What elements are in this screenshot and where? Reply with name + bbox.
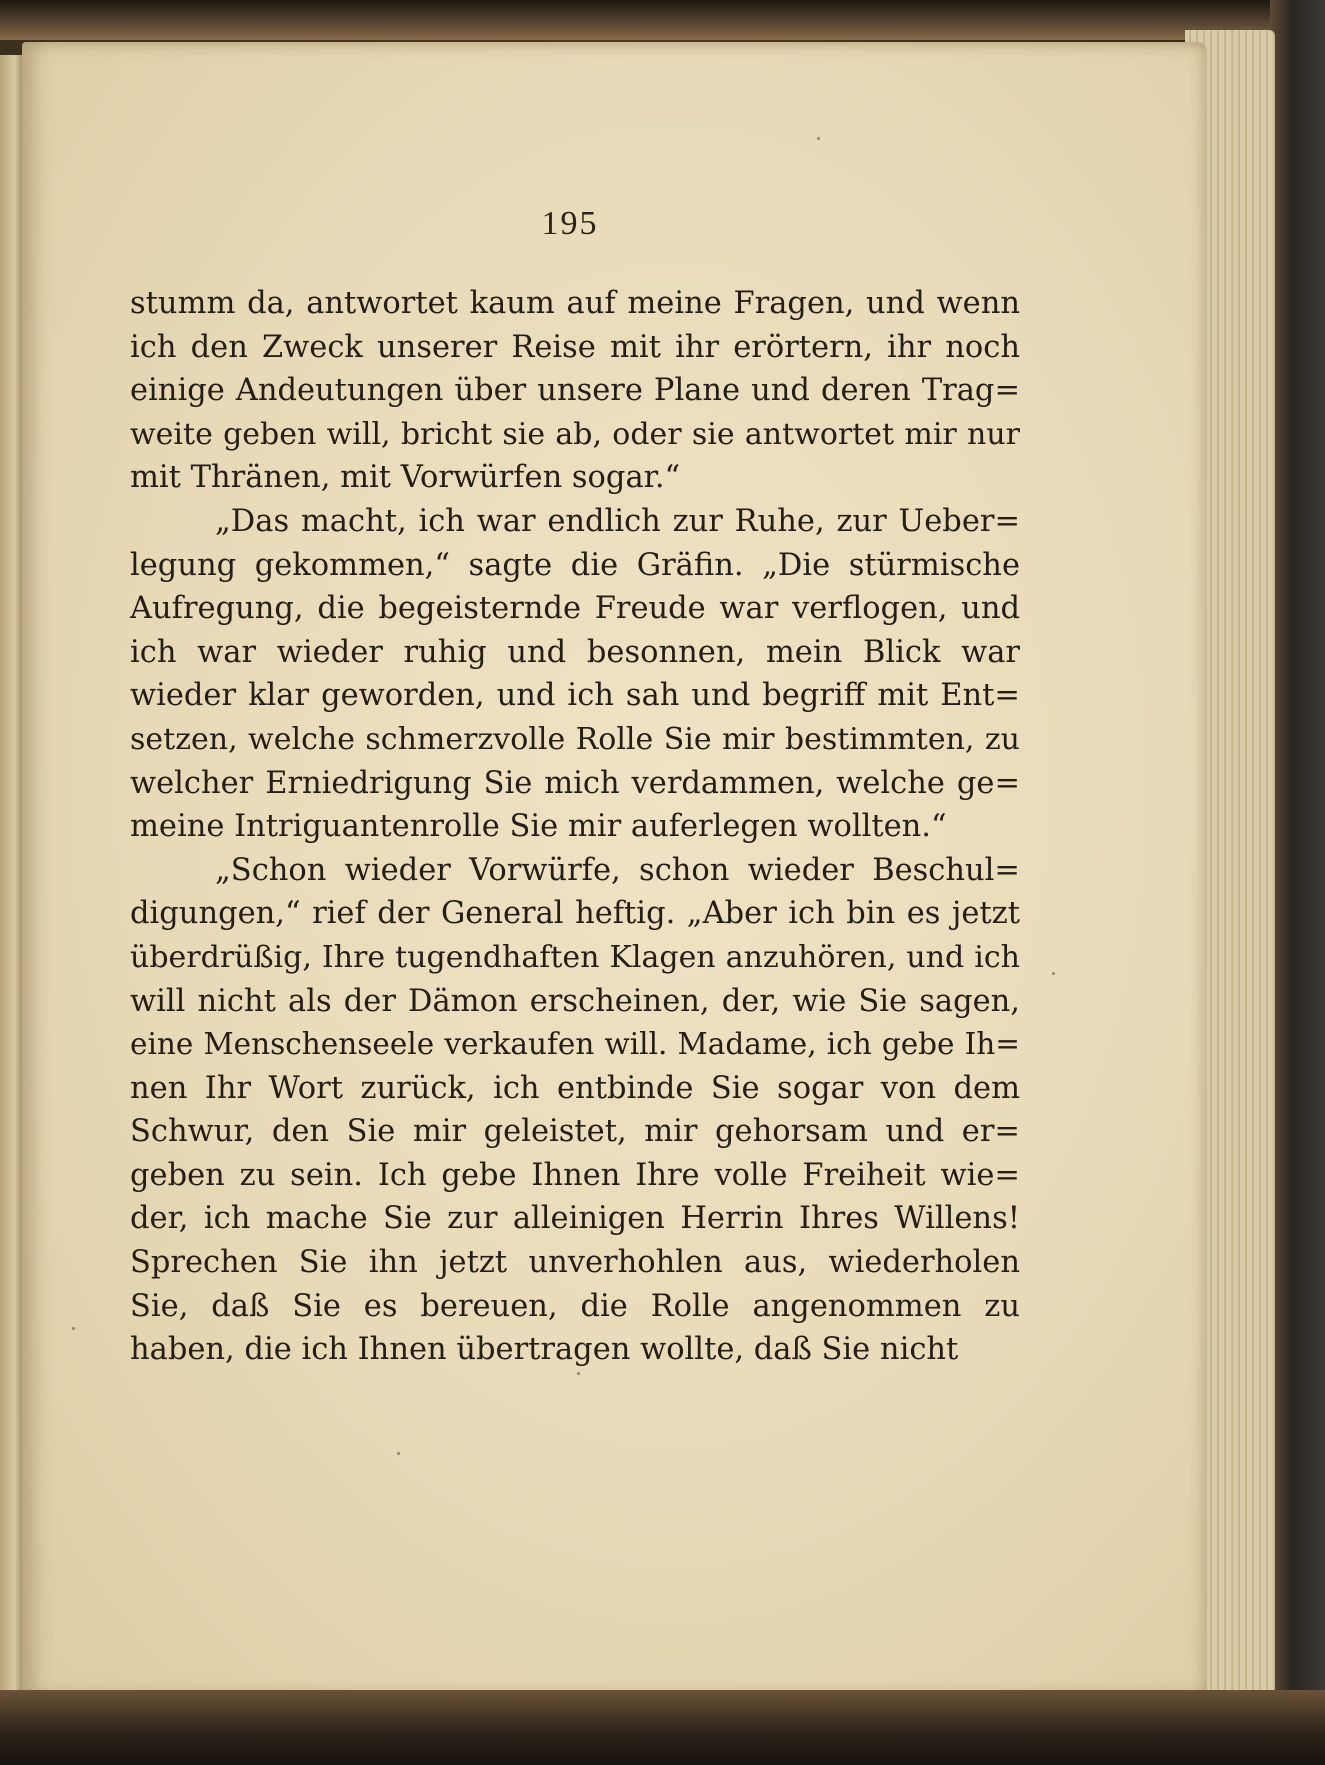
paper-speck — [1052, 972, 1055, 975]
text-line: „Das macht, ich war endlich zur Ruhe, zur Ueber= — [215, 503, 1020, 539]
text-line: Schwur, den Sie mir geleistet, mir gehorsam und er= — [130, 1114, 1020, 1150]
text-line: ich war wieder ruhig und besonnen, mein Blick war — [130, 634, 1020, 670]
text-line: „Schon wieder Vorwürfe, schon wieder Beschul= — [215, 852, 1020, 888]
paper-speck — [817, 137, 820, 140]
paper-speck — [72, 1327, 75, 1330]
page-body-text — [130, 282, 1020, 1372]
page-number: 195 — [541, 205, 599, 242]
text-line: Aufregung, die begeisternde Freude war verflogen, und — [130, 591, 1020, 627]
text-line: Sie, daß Sie es bereuen, die Rolle angenommen zu — [130, 1288, 1020, 1324]
left-page-edge — [0, 55, 24, 1690]
text-line: überdrüßig, Ihre tugendhaften Klagen anzuhören, und ich — [130, 939, 1020, 975]
book-cover-bottom — [0, 1690, 1325, 1765]
text-line: weite geben will, bricht sie ab, oder sie antwortet mir nur — [130, 416, 1020, 452]
text-line: setzen, welche schmerzvolle Rolle Sie mir bestimmten, zu — [130, 721, 1020, 757]
text-line: eine Menschenseele verkaufen will. Madame, ich gebe Ih= — [130, 1027, 1020, 1062]
text-line: der, ich mache Sie zur alleinigen Herrin Ihres Willens! — [130, 1201, 1020, 1237]
text-line: einige Andeutungen über unsere Plane und deren Trag= — [130, 373, 1020, 409]
paper-speck — [397, 1452, 400, 1455]
text-line: legung gekommen,“ sagte die Gräfin. „Die stürmische — [130, 547, 1020, 583]
text-line: mit Thränen, mit Vorwürfen sogar.“ — [130, 460, 681, 496]
text-line: ich den Zweck unserer Reise mit ihr erörtern, ihr noch — [130, 329, 1020, 365]
text-line: wieder klar geworden, und ich sah und begriff mit Ent= — [130, 678, 1020, 714]
text-line: Sprechen Sie ihn jetzt unverhohlen aus, wiederholen — [130, 1245, 1020, 1281]
text-line: haben, die ich Ihnen übertragen wollte, daß Sie nicht — [130, 1332, 959, 1368]
text-line: welcher Erniedrigung Sie mich verdammen, welche ge= — [130, 765, 1020, 801]
text-line: nen Ihr Wort zurück, ich entbinde Sie sogar von dem — [130, 1070, 1020, 1106]
text-line: stumm da, antwortet kaum auf meine Fragen, und wenn — [130, 286, 1020, 321]
text-line: will nicht als der Dämon erscheinen, der, wie Sie sagen, — [130, 983, 1020, 1019]
text-line: digungen,“ rief der General heftig. „Aber ich bin es jetzt — [130, 896, 1020, 932]
paper-speck — [577, 1372, 580, 1375]
book-cover-right — [1270, 0, 1325, 1765]
book-cover-top — [0, 0, 1325, 40]
text-line: meine Intriguantenrolle Sie mir auferlegen wollten.“ — [130, 809, 947, 845]
text-line: geben zu sein. Ich gebe Ihnen Ihre volle Freiheit wie= — [130, 1157, 1020, 1193]
